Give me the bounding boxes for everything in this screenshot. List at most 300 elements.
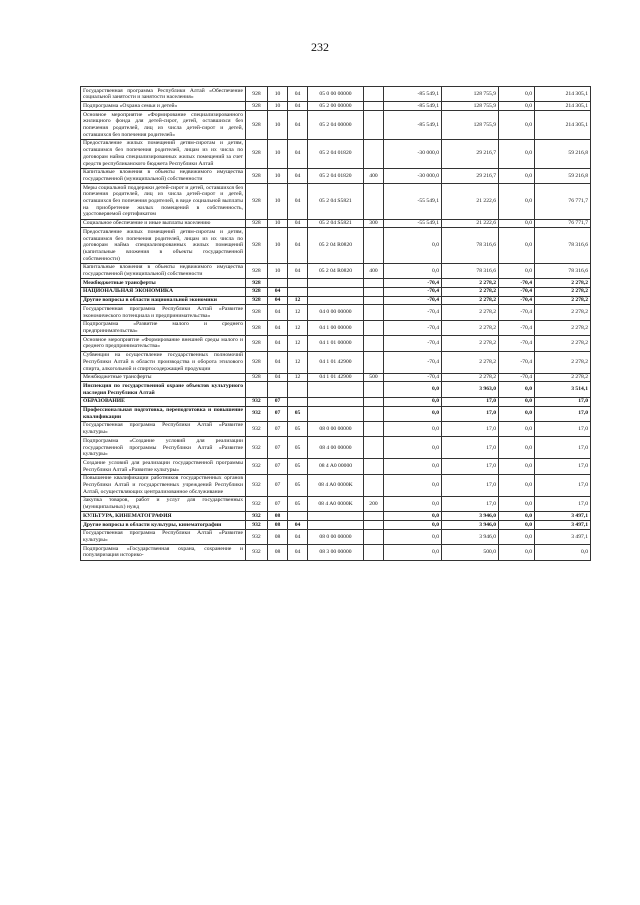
row-section-code: 10 bbox=[268, 219, 288, 228]
row-name: Инспекция по государственной охране объектов культурного наследия Республики Алтай bbox=[81, 382, 246, 397]
row-change-amount-2: 0,0 bbox=[499, 545, 535, 560]
row-total: 3 497,1 bbox=[535, 529, 591, 544]
row-target-code: 04 1 01 42900 bbox=[308, 373, 364, 382]
row-amount: 3 946,0 bbox=[442, 529, 499, 544]
row-total: 76 771,7 bbox=[535, 184, 591, 220]
row-change-amount-2: 0,0 bbox=[499, 219, 535, 228]
budget-table bbox=[80, 86, 591, 561]
row-change-amount: -55 549,1 bbox=[384, 184, 442, 220]
row-subsection-code: 04 bbox=[288, 184, 308, 220]
row-total: 2 278,2 bbox=[535, 336, 591, 351]
row-change-amount: 0,0 bbox=[384, 437, 442, 459]
row-section-code: 04 bbox=[268, 336, 288, 351]
row-expense-type bbox=[364, 545, 384, 560]
row-amount: 2 278,2 bbox=[442, 305, 499, 320]
row-name: Государственная программа Республики Алтай «Обеспечение социальной занятости и занятости населения» bbox=[81, 87, 246, 102]
row-section-code: 04 bbox=[268, 351, 288, 373]
row-total: 2 278,2 bbox=[535, 320, 591, 335]
row-ved-code: 932 bbox=[246, 512, 268, 521]
row-expense-type bbox=[364, 459, 384, 474]
row-target-code: 04 1 01 00000 bbox=[308, 336, 364, 351]
row-section-code: 10 bbox=[268, 87, 288, 102]
row-change-amount: -70,4 bbox=[384, 296, 442, 305]
row-change-amount-2: -70,4 bbox=[499, 305, 535, 320]
row-target-code: 05 2 04 R0820 bbox=[308, 228, 364, 264]
row-change-amount-2: 0,0 bbox=[499, 397, 535, 406]
row-ved-code: 932 bbox=[246, 529, 268, 544]
row-amount: 29 216,7 bbox=[442, 168, 499, 183]
row-ved-code: 928 bbox=[246, 351, 268, 373]
row-expense-type: 400 bbox=[364, 168, 384, 183]
row-amount: 2 278,2 bbox=[442, 287, 499, 296]
row-section-code: 10 bbox=[268, 102, 288, 111]
row-expense-type bbox=[364, 382, 384, 397]
row-subsection-code: 05 bbox=[288, 406, 308, 421]
row-section-code: 10 bbox=[268, 111, 288, 140]
row-target-code bbox=[308, 512, 364, 521]
row-change-amount: -55 549,1 bbox=[384, 219, 442, 228]
row-name: Предоставление жилых помещений детям-сиротам и детям, оставшимся без попечения родителей, лицам из их числа по договорам найма специализированных жилых помещений за счет средств республиканского бюджета Республики Алтай bbox=[81, 139, 246, 168]
row-name: Основное мероприятие «Формирование специализированного жилищного фонда для детей-сирот, детей, оставшихся без попечения родителей, лиц из числа детей-сирот и детей, оставшихся без попечения родителей» bbox=[81, 111, 246, 140]
row-section-code: 04 bbox=[268, 305, 288, 320]
row-target-code: 05 0 00 00000 bbox=[308, 87, 364, 102]
row-subsection-code: 04 bbox=[288, 102, 308, 111]
table-row bbox=[81, 139, 591, 168]
row-expense-type bbox=[364, 320, 384, 335]
row-subsection-code: 12 bbox=[288, 305, 308, 320]
table-row bbox=[81, 102, 591, 111]
row-section-code: 10 bbox=[268, 139, 288, 168]
row-change-amount-2: -70,4 bbox=[499, 320, 535, 335]
row-target-code: 05 2 04 00000 bbox=[308, 111, 364, 140]
row-target-code: 05 2 04 01820 bbox=[308, 168, 364, 183]
row-ved-code: 932 bbox=[246, 521, 268, 530]
row-expense-type bbox=[364, 336, 384, 351]
row-expense-type: 400 bbox=[364, 263, 384, 278]
row-target-code: 04 0 00 00000 bbox=[308, 305, 364, 320]
row-ved-code: 928 bbox=[246, 139, 268, 168]
table-row bbox=[81, 521, 591, 530]
row-name: Государственная программа Республики Алтай «Развитие экономического потенциала и предпринимательства» bbox=[81, 305, 246, 320]
row-section-code: 07 bbox=[268, 437, 288, 459]
row-section-code: 07 bbox=[268, 397, 288, 406]
row-total: 2 278,2 bbox=[535, 351, 591, 373]
row-expense-type bbox=[364, 421, 384, 436]
page-number: 232 bbox=[311, 40, 329, 54]
row-ved-code: 928 bbox=[246, 184, 268, 220]
table-row bbox=[81, 336, 591, 351]
row-expense-type bbox=[364, 87, 384, 102]
row-target-code bbox=[308, 296, 364, 305]
row-target-code: 04 1 01 42900 bbox=[308, 351, 364, 373]
table-row bbox=[81, 545, 591, 560]
row-section-code: 07 bbox=[268, 474, 288, 496]
row-amount: 2 278,2 bbox=[442, 336, 499, 351]
table-row bbox=[81, 474, 591, 496]
row-expense-type bbox=[364, 279, 384, 288]
row-ved-code: 928 bbox=[246, 305, 268, 320]
row-total: 3 514,1 bbox=[535, 382, 591, 397]
row-change-amount: -30 000,0 bbox=[384, 139, 442, 168]
row-name: Межбюджетные трансферты bbox=[81, 373, 246, 382]
row-section-code: 07 bbox=[268, 421, 288, 436]
row-expense-type: 500 bbox=[364, 373, 384, 382]
row-section-code: 07 bbox=[268, 496, 288, 511]
row-total: 3 497,1 bbox=[535, 512, 591, 521]
row-total: 17,0 bbox=[535, 421, 591, 436]
row-target-code: 08 0 00 00000 bbox=[308, 529, 364, 544]
row-change-amount: 0,0 bbox=[384, 496, 442, 511]
table-row bbox=[81, 168, 591, 183]
table-row bbox=[81, 219, 591, 228]
row-target-code bbox=[308, 406, 364, 421]
row-expense-type bbox=[364, 512, 384, 521]
row-amount: 3 963,0 bbox=[442, 382, 499, 397]
row-expense-type bbox=[364, 296, 384, 305]
row-section-code: 10 bbox=[268, 228, 288, 264]
row-subsection-code: 04 bbox=[288, 545, 308, 560]
row-name: Капитальные вложения в объекты недвижимого имущества государственной (муниципальной) собственности bbox=[81, 168, 246, 183]
row-expense-type bbox=[364, 102, 384, 111]
row-ved-code: 928 bbox=[246, 102, 268, 111]
row-total: 17,0 bbox=[535, 459, 591, 474]
row-subsection-code: 05 bbox=[288, 421, 308, 436]
row-name: Подпрограмма «Развитие малого и среднего предпринимательства» bbox=[81, 320, 246, 335]
row-amount: 17,0 bbox=[442, 437, 499, 459]
table-row bbox=[81, 111, 591, 140]
row-change-amount-2: -70,4 bbox=[499, 296, 535, 305]
row-target-code: 04 1 00 00000 bbox=[308, 320, 364, 335]
row-subsection-code bbox=[288, 397, 308, 406]
row-subsection-code bbox=[288, 512, 308, 521]
row-change-amount-2: 0,0 bbox=[499, 139, 535, 168]
row-subsection-code: 12 bbox=[288, 373, 308, 382]
row-target-code: 08 4 00 00000 bbox=[308, 437, 364, 459]
row-expense-type bbox=[364, 111, 384, 140]
row-change-amount: 0,0 bbox=[384, 529, 442, 544]
row-subsection-code: 05 bbox=[288, 459, 308, 474]
row-total: 2 278,2 bbox=[535, 373, 591, 382]
row-change-amount: -70,4 bbox=[384, 320, 442, 335]
row-change-amount: -30 000,0 bbox=[384, 168, 442, 183]
row-target-code: 08 4 A0 0000K bbox=[308, 496, 364, 511]
row-section-code bbox=[268, 279, 288, 288]
row-amount: 2 278,2 bbox=[442, 279, 499, 288]
row-change-amount-2: 0,0 bbox=[499, 184, 535, 220]
row-change-amount-2: -70,4 bbox=[499, 351, 535, 373]
table-row bbox=[81, 496, 591, 511]
row-section-code: 07 bbox=[268, 459, 288, 474]
row-subsection-code: 12 bbox=[288, 351, 308, 373]
row-amount: 17,0 bbox=[442, 421, 499, 436]
row-amount: 3 946,0 bbox=[442, 512, 499, 521]
row-section-code: 08 bbox=[268, 545, 288, 560]
row-amount: 128 755,9 bbox=[442, 102, 499, 111]
row-change-amount-2: 0,0 bbox=[499, 474, 535, 496]
row-ved-code: 932 bbox=[246, 397, 268, 406]
table-row bbox=[81, 87, 591, 102]
row-total: 2 278,2 bbox=[535, 287, 591, 296]
row-ved-code: 932 bbox=[246, 474, 268, 496]
row-amount: 17,0 bbox=[442, 406, 499, 421]
row-amount: 2 278,2 bbox=[442, 351, 499, 373]
row-change-amount: -70,4 bbox=[384, 287, 442, 296]
row-name: Государственная программа Республики Алтай «Развитие культуры» bbox=[81, 529, 246, 544]
row-change-amount-2: 0,0 bbox=[499, 521, 535, 530]
row-expense-type bbox=[364, 397, 384, 406]
row-ved-code: 932 bbox=[246, 496, 268, 511]
row-change-amount: 0,0 bbox=[384, 228, 442, 264]
table-row bbox=[81, 228, 591, 264]
row-target-code: 08 4 A0 0000K bbox=[308, 474, 364, 496]
row-section-code: 10 bbox=[268, 168, 288, 183]
row-change-amount: -85 549,1 bbox=[384, 102, 442, 111]
row-ved-code: 928 bbox=[246, 263, 268, 278]
row-amount: 17,0 bbox=[442, 397, 499, 406]
row-name: Другие вопросы в области национальной экономики bbox=[81, 296, 246, 305]
row-subsection-code: 04 bbox=[288, 111, 308, 140]
row-section-code: 10 bbox=[268, 263, 288, 278]
row-expense-type bbox=[364, 184, 384, 220]
row-name: Закупка товаров, работ и услуг для государственных (муниципальных) нужд bbox=[81, 496, 246, 511]
row-change-amount-2: -70,4 bbox=[499, 373, 535, 382]
row-change-amount: -70,4 bbox=[384, 336, 442, 351]
row-change-amount: -70,4 bbox=[384, 351, 442, 373]
row-name: Основное мероприятие «Формирование внешней среды малого и среднего предпринимательства» bbox=[81, 336, 246, 351]
row-change-amount: 0,0 bbox=[384, 545, 442, 560]
row-subsection-code: 04 bbox=[288, 87, 308, 102]
row-subsection-code: 12 bbox=[288, 336, 308, 351]
row-change-amount: -85 549,1 bbox=[384, 111, 442, 140]
row-total: 76 771,7 bbox=[535, 219, 591, 228]
row-subsection-code bbox=[288, 279, 308, 288]
row-change-amount-2: 0,0 bbox=[499, 87, 535, 102]
row-amount: 78 316,6 bbox=[442, 263, 499, 278]
row-subsection-code: 04 bbox=[288, 228, 308, 264]
row-name: Создание условий для реализации государственной программы Республики Алтай «Развитие культуры» bbox=[81, 459, 246, 474]
row-expense-type bbox=[364, 437, 384, 459]
table-row bbox=[81, 320, 591, 335]
row-ved-code: 932 bbox=[246, 421, 268, 436]
row-change-amount-2: -70,4 bbox=[499, 279, 535, 288]
row-total: 78 316,6 bbox=[535, 228, 591, 264]
row-ved-code: 928 bbox=[246, 219, 268, 228]
row-amount: 128 755,9 bbox=[442, 111, 499, 140]
row-total: 214 305,1 bbox=[535, 102, 591, 111]
row-total: 17,0 bbox=[535, 496, 591, 511]
row-change-amount: -70,4 bbox=[384, 305, 442, 320]
row-subsection-code bbox=[288, 287, 308, 296]
row-subsection-code: 04 bbox=[288, 168, 308, 183]
row-ved-code: 928 bbox=[246, 296, 268, 305]
row-amount: 29 216,7 bbox=[442, 139, 499, 168]
row-ved-code: 932 bbox=[246, 545, 268, 560]
row-expense-type bbox=[364, 351, 384, 373]
row-total: 17,0 bbox=[535, 406, 591, 421]
row-total: 214 305,1 bbox=[535, 87, 591, 102]
table-row bbox=[81, 263, 591, 278]
row-expense-type bbox=[364, 305, 384, 320]
row-change-amount: 0,0 bbox=[384, 406, 442, 421]
row-change-amount-2: 0,0 bbox=[499, 459, 535, 474]
row-change-amount-2: -70,4 bbox=[499, 336, 535, 351]
row-total: 78 316,6 bbox=[535, 263, 591, 278]
row-amount: 21 222,6 bbox=[442, 184, 499, 220]
row-name: Государственная программа Республики Алтай «Развитие культуры» bbox=[81, 421, 246, 436]
row-section-code: 04 bbox=[268, 296, 288, 305]
row-change-amount-2: 0,0 bbox=[499, 406, 535, 421]
row-change-amount: -85 549,1 bbox=[384, 87, 442, 102]
table-row bbox=[81, 459, 591, 474]
row-expense-type bbox=[364, 529, 384, 544]
row-subsection-code: 04 bbox=[288, 263, 308, 278]
row-expense-type bbox=[364, 139, 384, 168]
row-change-amount-2: 0,0 bbox=[499, 437, 535, 459]
row-target-code bbox=[308, 287, 364, 296]
row-target-code: 05 2 04 R0820 bbox=[308, 263, 364, 278]
row-name: Подпрограмма «Государственная охрана, сохранение и популяризация историко- bbox=[81, 545, 246, 560]
row-change-amount: 0,0 bbox=[384, 521, 442, 530]
row-ved-code bbox=[246, 382, 268, 397]
row-target-code: 08 0 00 00000 bbox=[308, 421, 364, 436]
row-section-code: 08 bbox=[268, 529, 288, 544]
table-row bbox=[81, 305, 591, 320]
row-target-code: 05 2 04 01820 bbox=[308, 139, 364, 168]
row-name: Другие вопросы в области культуры, кинематографии bbox=[81, 521, 246, 530]
table-row bbox=[81, 397, 591, 406]
row-subsection-code: 04 bbox=[288, 521, 308, 530]
row-total: 0,0 bbox=[535, 545, 591, 560]
table-row bbox=[81, 279, 591, 288]
row-change-amount-2: 0,0 bbox=[499, 263, 535, 278]
row-change-amount-2: 0,0 bbox=[499, 168, 535, 183]
row-amount: 78 316,6 bbox=[442, 228, 499, 264]
row-subsection-code: 04 bbox=[288, 529, 308, 544]
row-subsection-code: 12 bbox=[288, 296, 308, 305]
table-row bbox=[81, 184, 591, 220]
row-name: Социальное обеспечение и иные выплаты населению bbox=[81, 219, 246, 228]
row-expense-type bbox=[364, 228, 384, 264]
table-row bbox=[81, 512, 591, 521]
row-ved-code: 928 bbox=[246, 287, 268, 296]
row-ved-code: 928 bbox=[246, 168, 268, 183]
row-amount: 17,0 bbox=[442, 496, 499, 511]
row-change-amount-2: 0,0 bbox=[499, 512, 535, 521]
row-expense-type bbox=[364, 406, 384, 421]
row-amount: 2 278,2 bbox=[442, 373, 499, 382]
row-ved-code: 928 bbox=[246, 279, 268, 288]
row-total: 214 305,1 bbox=[535, 111, 591, 140]
row-name: Подпрограмма «Создание условий для реализации государственной программы Республики Алтай «Развитие культуры» bbox=[81, 437, 246, 459]
row-amount: 2 278,2 bbox=[442, 296, 499, 305]
row-subsection-code: 05 bbox=[288, 437, 308, 459]
row-ved-code: 928 bbox=[246, 87, 268, 102]
row-name: Предоставление жилых помещений детям-сиротам и детям, оставшимся без попечения родителей, лицам из их числа по договорам найма специализированных жилых помещений (капитальные вложения в объекты государственной собственности) bbox=[81, 228, 246, 264]
row-ved-code: 928 bbox=[246, 336, 268, 351]
row-target-code bbox=[308, 521, 364, 530]
row-target-code bbox=[308, 397, 364, 406]
row-total: 2 278,2 bbox=[535, 296, 591, 305]
row-target-code bbox=[308, 382, 364, 397]
row-ved-code: 928 bbox=[246, 228, 268, 264]
row-change-amount-2: 0,0 bbox=[499, 111, 535, 140]
table-row bbox=[81, 406, 591, 421]
row-change-amount-2: 0,0 bbox=[499, 102, 535, 111]
row-change-amount-2: 0,0 bbox=[499, 228, 535, 264]
row-total: 17,0 bbox=[535, 437, 591, 459]
row-subsection-code: 05 bbox=[288, 496, 308, 511]
table-row bbox=[81, 351, 591, 373]
row-total: 59 216,8 bbox=[535, 168, 591, 183]
row-amount: 21 222,6 bbox=[442, 219, 499, 228]
row-amount: 17,0 bbox=[442, 459, 499, 474]
table-row bbox=[81, 287, 591, 296]
row-total: 3 497,1 bbox=[535, 521, 591, 530]
row-section-code: 07 bbox=[268, 406, 288, 421]
table-row bbox=[81, 382, 591, 397]
row-name: Субвенции на осуществление государственных полномочий Республики Алтай в области производства и оборота этилового спирта, алкогольной и спиртосодержащей продукции bbox=[81, 351, 246, 373]
row-name: Межбюджетные трансферты bbox=[81, 279, 246, 288]
row-change-amount: 0,0 bbox=[384, 421, 442, 436]
row-change-amount: 0,0 bbox=[384, 474, 442, 496]
row-section-code bbox=[268, 382, 288, 397]
row-name: ОБРАЗОВАНИЕ bbox=[81, 397, 246, 406]
row-subsection-code: 05 bbox=[288, 474, 308, 496]
row-amount: 17,0 bbox=[442, 474, 499, 496]
row-total: 17,0 bbox=[535, 397, 591, 406]
row-expense-type bbox=[364, 521, 384, 530]
row-amount: 3 946,0 bbox=[442, 521, 499, 530]
table-row bbox=[81, 296, 591, 305]
row-ved-code: 932 bbox=[246, 406, 268, 421]
row-subsection-code: 04 bbox=[288, 219, 308, 228]
row-change-amount: 0,0 bbox=[384, 397, 442, 406]
row-subsection-code bbox=[288, 382, 308, 397]
row-total: 2 278,2 bbox=[535, 305, 591, 320]
row-change-amount-2: 0,0 bbox=[499, 382, 535, 397]
row-change-amount-2: 0,0 bbox=[499, 529, 535, 544]
table-row bbox=[81, 421, 591, 436]
row-name: Капитальные вложения в объекты недвижимого имущества государственной (муниципальной) собственности bbox=[81, 263, 246, 278]
row-name: Профессиональная подготовка, переподготовка и повышение квалификации bbox=[81, 406, 246, 421]
row-ved-code: 928 bbox=[246, 373, 268, 382]
row-change-amount: -70,4 bbox=[384, 373, 442, 382]
row-change-amount: 0,0 bbox=[384, 459, 442, 474]
row-name: Повышение квалификации работников государственных органов Республики Алтай и государственных учреждений Республики Алтай, осуществляющих централизованное обслуживание bbox=[81, 474, 246, 496]
row-name: КУЛЬТУРА, КИНЕМАТОГРАФИЯ bbox=[81, 512, 246, 521]
row-expense-type: 200 bbox=[364, 496, 384, 511]
row-subsection-code: 04 bbox=[288, 139, 308, 168]
row-change-amount-2: 0,0 bbox=[499, 496, 535, 511]
row-target-code: 05 2 04 S5821 bbox=[308, 184, 364, 220]
row-total: 59 216,8 bbox=[535, 139, 591, 168]
row-ved-code: 932 bbox=[246, 459, 268, 474]
row-section-code: 04 bbox=[268, 320, 288, 335]
row-change-amount: -70,4 bbox=[384, 279, 442, 288]
row-target-code: 05 2 04 S5821 bbox=[308, 219, 364, 228]
row-change-amount: 0,0 bbox=[384, 512, 442, 521]
row-amount: 128 755,9 bbox=[442, 87, 499, 102]
row-expense-type bbox=[364, 474, 384, 496]
row-name: Подпрограмма «Охрана семьи и детей» bbox=[81, 102, 246, 111]
row-amount: 500,0 bbox=[442, 545, 499, 560]
table-row bbox=[81, 373, 591, 382]
table-row bbox=[81, 437, 591, 459]
row-amount: 2 278,2 bbox=[442, 320, 499, 335]
table-row bbox=[81, 529, 591, 544]
row-total: 17,0 bbox=[535, 474, 591, 496]
row-name: Меры социальной поддержки детей-сирот и детей, оставшихся без попечения родителей, лиц из числа детей-сирот и детей, оставшихся без попечения родителей, в виде социальной выплаты на приобретение жилых помещений в собственность, удостоверяемой сертификатом bbox=[81, 184, 246, 220]
